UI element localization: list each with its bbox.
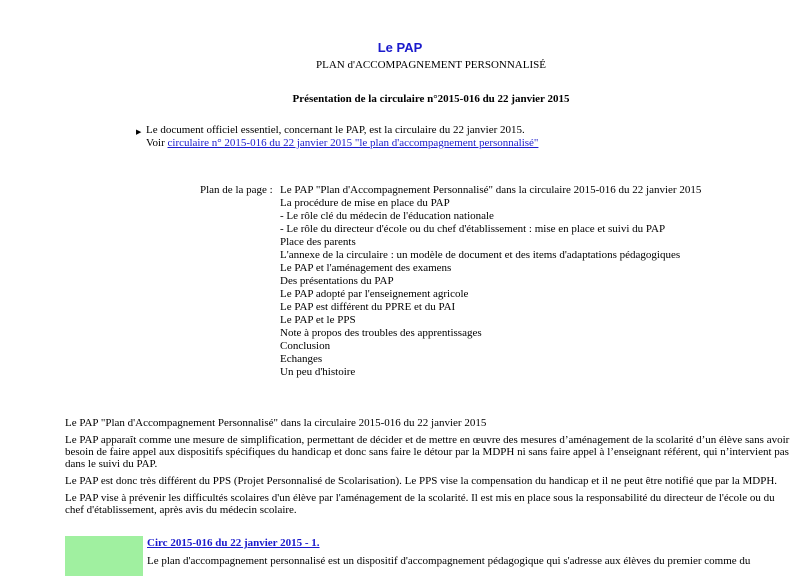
triangle-right-icon: ▶ [136, 128, 142, 136]
plan-item: - Le rôle du directeur d'école ou du chef d'établissement : mise en place et suivi du PAP [280, 223, 666, 235]
plan-label: Plan de la page : [200, 184, 273, 196]
page-title: Le PAP [377, 40, 423, 55]
plan-item: Le PAP "Plan d'Accompagnement Personnalisé" dans la circulaire 2015-016 du 22 janvier 2015 [280, 184, 702, 196]
circ-section [65, 536, 793, 576]
voir-label: Voir [146, 137, 168, 149]
plan-item: Echanges [280, 353, 323, 365]
intro-voir-line [146, 137, 696, 150]
plan-item: - Le rôle clé du médecin de l'éducation nationale [280, 210, 494, 222]
intro-line: Le document officiel essentiel, concernant le PAP, est la circulaire du 22 janvier 2015. [146, 124, 525, 136]
plan-item: Note à propos des troubles des apprentissages [280, 327, 482, 339]
plan-item: Un peu d'histoire [280, 366, 356, 378]
page-subtitle: PLAN d'ACCOMPAGNEMENT PERSONNALISÉ [316, 59, 546, 71]
presentation-heading: Présentation de la circulaire n°2015-016 du 22 janvier 2015 [292, 93, 570, 105]
paragraph: Le PAP apparaît comme une mesure de simplification, permettant de décider et de mettre en œuvre des mesures d’aménagement de la scolarité d’un élève sans avoir besoin de faire appel aux dispositifs spécifiques du handicap et donc sans faire le détour par la MDPH ni sans faire appel à l’enseignant référent, qui n’intervient pas dans le suivi du PAP. [65, 434, 790, 470]
plan-item: Place des parents [280, 236, 356, 248]
plan-item: Le PAP et le PPS [280, 314, 356, 326]
plan-list [280, 184, 760, 379]
plan-item: Le PAP et l'aménagement des examens [280, 262, 452, 274]
plan-item: Le PAP adopté par l'enseignement agricole [280, 288, 469, 300]
plan-item: Conclusion [280, 340, 331, 352]
paragraph: Le PAP est donc très différent du PPS (Projet Personnalisé de Scolarisation). Le PPS vise la compensation du handicap et il ne peut être notifié que par la MDPH. [65, 475, 778, 487]
paragraph: Le PAP vise à prévenir les difficultés scolaires d'un élève par l'aménagement de la scolarité. Il est mis en place sous la responsabilité du directeur de l'école ou du chef d'établissement, après avis du médecin scolaire. [65, 492, 775, 516]
plan-item: La procédure de mise en place du PAP [280, 197, 450, 209]
section-title: Le PAP "Plan d'Accompagnement Personnalisé" dans la circulaire 2015-016 du 22 janvier 2015 [65, 417, 487, 429]
plan-item: L'annexe de la circulaire : un modèle de document et des items d'adaptations pédagogiques [280, 249, 681, 261]
green-marker [65, 536, 143, 576]
intro-block [136, 124, 696, 150]
circulaire-link[interactable]: circulaire n° 2015-016 du 22 janvier 2015 "le plan d'accompagnement personnalisé" [167, 137, 539, 149]
circ-text: Le plan d'accompagnement personnalisé est un dispositif d'accompagnement pédagogique qui s'adresse aux élèves du premier comme du [147, 555, 751, 567]
plan-item: Des présentations du PAP [280, 275, 394, 287]
plan-item: Le PAP est différent du PPRE et du PAI [280, 301, 456, 313]
circ-heading-link[interactable]: Circ 2015-016 du 22 janvier 2015 - 1. [147, 537, 320, 549]
body-text [65, 417, 793, 521]
